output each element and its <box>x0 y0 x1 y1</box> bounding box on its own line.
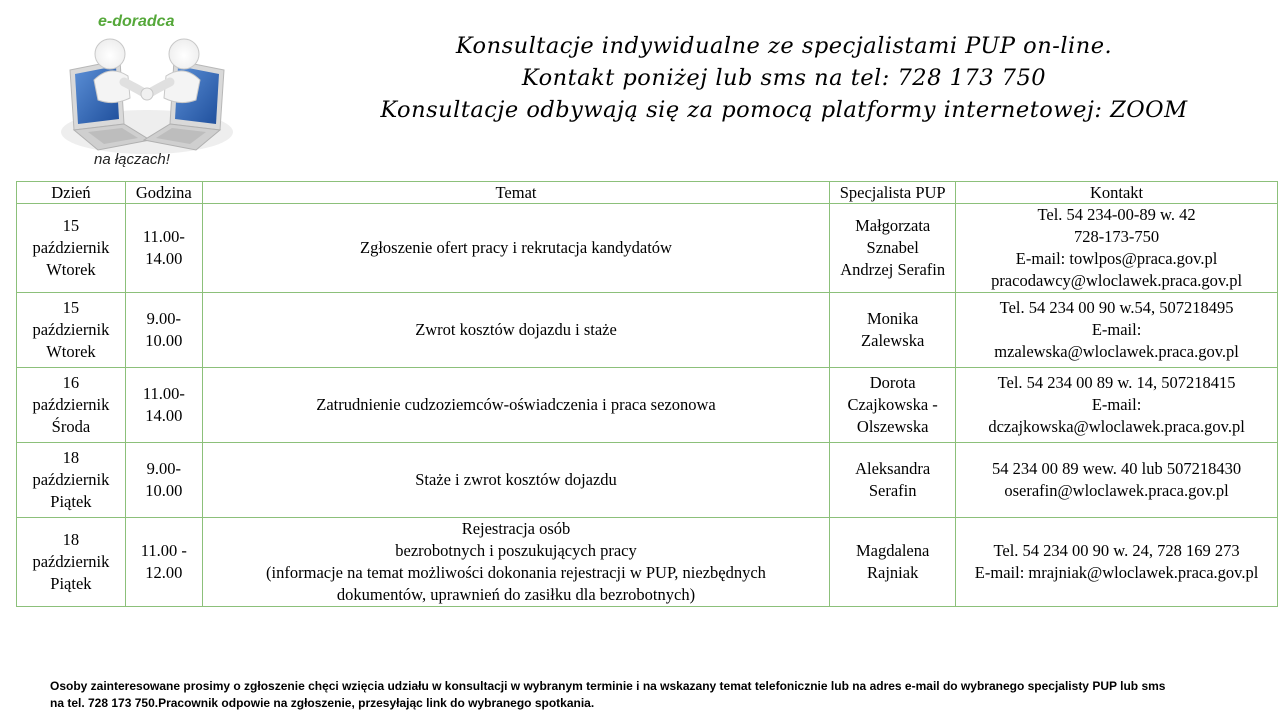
day-line: Środa <box>51 417 91 436</box>
hour-line: 11.00 - <box>140 541 187 560</box>
specialist-line: Sznabel <box>866 238 919 257</box>
topic-line: bezrobotnych i poszukujących pracy <box>395 541 637 560</box>
hour-line: 14.00 <box>145 406 183 425</box>
topic-line: Zwrot kosztów dojazdu i staże <box>415 320 617 339</box>
table-row <box>17 293 1278 368</box>
contact-line: 54 234 00 89 wew. 40 lub 507218430 <box>991 459 1242 478</box>
contact-line: 728-173-750 <box>1073 227 1160 246</box>
header-contact: Kontakt <box>956 182 1278 204</box>
contact-line: E-mail: mrajniak@wloclawek.praca.gov.pl <box>974 563 1259 582</box>
contact-line: mzalewska@wloclawek.praca.gov.pl <box>994 342 1239 361</box>
specialist-line: Małgorzata <box>855 216 931 235</box>
day-line: Wtorek <box>46 342 96 361</box>
hour-line: 10.00 <box>145 481 183 500</box>
table-row <box>17 518 1278 607</box>
cell-day <box>17 293 126 368</box>
cell-specialist <box>830 443 956 518</box>
cell-day <box>17 204 126 293</box>
cell-hour <box>125 443 202 518</box>
handshake-computers-icon <box>58 32 236 157</box>
header-topic: Temat <box>202 182 829 204</box>
cell-hour <box>125 204 202 293</box>
hour-line: 11.00- <box>142 227 185 246</box>
day-line: październik <box>32 238 110 257</box>
cell-topic <box>202 518 829 607</box>
cell-contact <box>956 518 1278 607</box>
specialist-line: Magdalena <box>856 541 930 560</box>
day-line: Piątek <box>50 492 92 511</box>
day-line: październik <box>32 395 110 414</box>
topic-line: Zatrudnienie cudzoziemców-oświadczenia i praca sezonowa <box>316 395 716 414</box>
cell-contact <box>956 368 1278 443</box>
hour-line: 10.00 <box>145 331 183 350</box>
contact-line: pracodawcy@wloclawek.praca.gov.pl <box>991 271 1243 290</box>
cell-day <box>17 368 126 443</box>
header-specialist: Specjalista PUP <box>830 182 956 204</box>
cell-hour <box>125 518 202 607</box>
specialist-line: Olszewska <box>856 417 929 436</box>
cell-topic <box>202 293 829 368</box>
header-hour: Godzina <box>125 182 202 204</box>
table-header-row <box>17 182 1278 204</box>
cell-topic <box>202 204 829 293</box>
day-line: 15 <box>62 216 80 235</box>
contact-line: E-mail: <box>1091 395 1142 414</box>
logo-tagline: na łączach! <box>94 151 170 168</box>
cell-contact <box>956 293 1278 368</box>
table-row <box>17 204 1278 293</box>
heading-line: Konsultacje odbywają się za pomocą platformy internetowej: ZOOM <box>380 97 1188 123</box>
footer-line: na tel. 728 173 750.Pracownik odpowie na zgłoszenie, przesyłając link do wybranego spotkania. <box>50 696 595 710</box>
cell-hour <box>125 293 202 368</box>
day-line: październik <box>32 552 110 571</box>
day-line: 18 <box>62 530 80 549</box>
specialist-line: Aleksandra <box>855 459 931 478</box>
cell-day <box>17 443 126 518</box>
heading-line: Kontakt poniżej lub sms na tel: 728 173 750 <box>521 65 1047 91</box>
hour-line: 9.00- <box>146 309 181 328</box>
cell-specialist <box>830 518 956 607</box>
contact-line: Tel. 54 234-00-89 w. 42 <box>1037 205 1196 224</box>
day-line: październik <box>32 470 110 489</box>
table-row <box>17 443 1278 518</box>
footer-note <box>50 678 1260 712</box>
cell-topic <box>202 443 829 518</box>
cell-specialist <box>830 204 956 293</box>
day-line: 15 <box>62 298 80 317</box>
cell-specialist <box>830 293 956 368</box>
contact-line: Tel. 54 234 00 90 w.54, 507218495 <box>999 298 1234 317</box>
cell-hour <box>125 368 202 443</box>
contact-line: E-mail: towlpos@praca.gov.pl <box>1015 249 1218 268</box>
header-day: Dzień <box>17 182 126 204</box>
topic-line: Rejestracja osób <box>461 519 571 538</box>
footer-line: Osoby zainteresowane prosimy o zgłoszenie chęci wzięcia udziału w konsultacji w wybranym terminie i na wskazany temat telefonicznie lub na adres e-mail do wybranego specjalisty PUP lub sms <box>50 679 1166 693</box>
contact-line: dczajkowska@wloclawek.praca.gov.pl <box>988 417 1245 436</box>
contact-line: E-mail: <box>1091 320 1142 339</box>
hour-line: 12.00 <box>145 563 183 582</box>
cell-specialist <box>830 368 956 443</box>
cell-topic <box>202 368 829 443</box>
day-line: październik <box>32 320 110 339</box>
cell-contact <box>956 443 1278 518</box>
hour-line: 9.00- <box>146 459 181 478</box>
hour-line: 11.00- <box>142 384 185 403</box>
contact-line: Tel. 54 234 00 90 w. 24, 728 169 273 <box>993 541 1240 560</box>
day-line: 18 <box>62 448 80 467</box>
consultation-schedule-table <box>16 181 1278 607</box>
day-line: Piątek <box>50 574 92 593</box>
specialist-line: Rajniak <box>867 563 919 582</box>
specialist-line: Zalewska <box>861 331 925 350</box>
page-heading <box>290 30 1278 126</box>
table-row <box>17 368 1278 443</box>
specialist-line: Serafin <box>868 481 917 500</box>
contact-line: oserafin@wloclawek.praca.gov.pl <box>1004 481 1229 500</box>
cell-day <box>17 518 126 607</box>
specialist-line: Monika <box>866 309 919 328</box>
heading-line: Konsultacje indywidualne ze specjalistami PUP on-line. <box>455 33 1113 59</box>
topic-line: dokumentów, uprawnień do zasiłku dla bezrobotnych) <box>336 585 696 604</box>
specialist-line: Czajkowska - <box>847 395 938 414</box>
topic-line: Zgłoszenie ofert pracy i rekrutacja kandydatów <box>359 238 672 257</box>
logo-title: e-doradca <box>98 13 175 30</box>
topic-line: (informacje na temat możliwości dokonania rejestracji w PUP, niezbędnych <box>266 563 766 582</box>
contact-line: Tel. 54 234 00 89 w. 14, 507218415 <box>997 373 1236 392</box>
day-line: 16 <box>62 373 80 392</box>
day-line: Wtorek <box>46 260 96 279</box>
cell-contact <box>956 204 1278 293</box>
specialist-line: Dorota <box>869 373 916 392</box>
specialist-line: Andrzej Serafin <box>840 260 946 279</box>
e-doradca-logo <box>58 10 238 172</box>
hour-line: 14.00 <box>145 249 183 268</box>
topic-line: Staże i zwrot kosztów dojazdu <box>415 470 617 489</box>
